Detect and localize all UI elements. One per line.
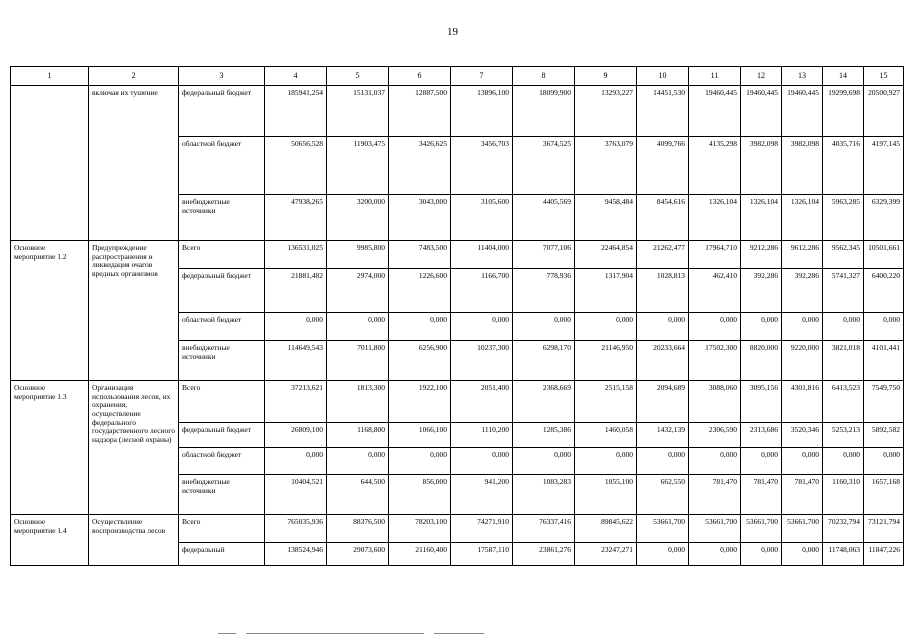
table-row — [11, 241, 904, 269]
value-cell: 20233,664 — [637, 341, 689, 381]
value-cell: 7483,500 — [389, 241, 451, 269]
value-cell: 0,000 — [741, 448, 782, 475]
value-cell: 53661,700 — [689, 515, 741, 543]
value-cell: 53661,700 — [637, 515, 689, 543]
value-cell: 0,000 — [389, 448, 451, 475]
value-cell: 781,470 — [782, 475, 823, 515]
value-cell: 13896,100 — [451, 86, 513, 137]
funding-source-cell: федеральный бюджет — [179, 269, 265, 313]
value-cell: 2313,686 — [741, 423, 782, 448]
funding-source-cell: внебюджетные источники — [179, 341, 265, 381]
value-cell: 644,500 — [327, 475, 389, 515]
value-cell: 11404,000 — [451, 241, 513, 269]
value-cell: 15131,037 — [327, 86, 389, 137]
value-cell: 5892,582 — [864, 423, 904, 448]
value-cell: 78203,100 — [389, 515, 451, 543]
value-cell: 0,000 — [741, 313, 782, 341]
value-cell: 1285,386 — [513, 423, 575, 448]
value-cell: 9458,484 — [575, 195, 637, 241]
value-cell: 2094,689 — [637, 381, 689, 423]
table-row — [11, 515, 904, 543]
value-cell: 37213,621 — [265, 381, 327, 423]
value-cell: 8820,000 — [741, 341, 782, 381]
value-cell: 20500,927 — [864, 86, 904, 137]
value-cell: 1813,300 — [327, 381, 389, 423]
column-header: 7 — [451, 67, 513, 86]
value-cell: 392,286 — [741, 269, 782, 313]
value-cell: 3095,156 — [741, 381, 782, 423]
value-cell: 185941,254 — [265, 86, 327, 137]
value-cell: 17587,110 — [451, 543, 513, 566]
funding-source-cell: Всего — [179, 381, 265, 423]
column-header: 13 — [782, 67, 823, 86]
value-cell: 4135,298 — [689, 137, 741, 195]
value-cell: 76337,416 — [513, 515, 575, 543]
funding-source-cell: областной бюджет — [179, 137, 265, 195]
value-cell: 21262,477 — [637, 241, 689, 269]
value-cell: 0,000 — [451, 313, 513, 341]
value-cell: 0,000 — [389, 313, 451, 341]
value-cell: 5741,327 — [823, 269, 864, 313]
value-cell: 19460,445 — [782, 86, 823, 137]
funding-source-cell: федеральный бюджет — [179, 423, 265, 448]
value-cell: 3200,000 — [327, 195, 389, 241]
value-cell: 781,470 — [741, 475, 782, 515]
activity-cell — [11, 86, 89, 241]
value-cell: 2051,400 — [451, 381, 513, 423]
value-cell: 138524,946 — [265, 543, 327, 566]
value-cell: 8454,616 — [637, 195, 689, 241]
value-cell: 9220,000 — [782, 341, 823, 381]
footer-rule — [434, 633, 484, 634]
value-cell: 0,000 — [637, 448, 689, 475]
value-cell: 5253,213 — [823, 423, 864, 448]
column-header: 12 — [741, 67, 782, 86]
value-cell: 941,200 — [451, 475, 513, 515]
value-cell: 11847,226 — [864, 543, 904, 566]
value-cell: 3982,098 — [741, 137, 782, 195]
value-cell: 1317,904 — [575, 269, 637, 313]
value-cell: 1460,058 — [575, 423, 637, 448]
activity-cell: Основное мероприятие 1.4 — [11, 515, 89, 566]
column-header: 6 — [389, 67, 451, 86]
funding-source-cell: областной бюджет — [179, 313, 265, 341]
value-cell: 89845,622 — [575, 515, 637, 543]
value-cell: 1226,600 — [389, 269, 451, 313]
activity-cell: Основное мероприятие 1.2 — [11, 241, 89, 381]
value-cell: 23247,271 — [575, 543, 637, 566]
value-cell: 1055,100 — [575, 475, 637, 515]
value-cell: 10237,300 — [451, 341, 513, 381]
value-cell: 2974,000 — [327, 269, 389, 313]
description-cell: Предупреждение распространения и ликвидация очагов вредных организмов — [89, 241, 179, 381]
value-cell: 1066,100 — [389, 423, 451, 448]
value-cell: 0,000 — [741, 543, 782, 566]
value-cell: 0,000 — [823, 313, 864, 341]
value-cell: 3520,346 — [782, 423, 823, 448]
value-cell: 136531,025 — [265, 241, 327, 269]
value-cell: 1922,100 — [389, 381, 451, 423]
value-cell: 1168,800 — [327, 423, 389, 448]
funding-source-cell: федеральный бюджет — [179, 86, 265, 137]
value-cell: 6329,399 — [864, 195, 904, 241]
value-cell: 781,470 — [689, 475, 741, 515]
value-cell: 0,000 — [782, 543, 823, 566]
value-cell: 47938,265 — [265, 195, 327, 241]
value-cell: 3821,018 — [823, 341, 864, 381]
value-cell: 0,000 — [265, 448, 327, 475]
value-cell: 29073,600 — [327, 543, 389, 566]
value-cell: 1110,200 — [451, 423, 513, 448]
value-cell: 4101,441 — [864, 341, 904, 381]
value-cell: 9612,286 — [782, 241, 823, 269]
value-cell: 778,936 — [513, 269, 575, 313]
value-cell: 19460,445 — [689, 86, 741, 137]
value-cell: 2306,590 — [689, 423, 741, 448]
value-cell: 1166,700 — [451, 269, 513, 313]
value-cell: 7549,750 — [864, 381, 904, 423]
value-cell: 12887,500 — [389, 86, 451, 137]
value-cell: 3426,625 — [389, 137, 451, 195]
value-cell: 10501,661 — [864, 241, 904, 269]
value-cell: 74271,910 — [451, 515, 513, 543]
value-cell: 0,000 — [575, 313, 637, 341]
value-cell: 6256,900 — [389, 341, 451, 381]
value-cell: 11903,475 — [327, 137, 389, 195]
value-cell: 1083,283 — [513, 475, 575, 515]
value-cell: 0,000 — [689, 448, 741, 475]
value-cell: 9212,286 — [741, 241, 782, 269]
value-cell: 0,000 — [327, 313, 389, 341]
column-header: 4 — [265, 67, 327, 86]
value-cell: 1028,813 — [637, 269, 689, 313]
value-cell: 11748,063 — [823, 543, 864, 566]
value-cell: 0,000 — [782, 448, 823, 475]
value-cell: 6413,523 — [823, 381, 864, 423]
description-cell: включая их тушение — [89, 86, 179, 241]
description-cell: Организация использования лесов, их охранения, осуществление федерального государственного лесного надзора (лесной охраны) — [89, 381, 179, 515]
column-header: 8 — [513, 67, 575, 86]
value-cell: 1432,139 — [637, 423, 689, 448]
value-cell: 7077,106 — [513, 241, 575, 269]
value-cell: 9562,345 — [823, 241, 864, 269]
value-cell: 18099,900 — [513, 86, 575, 137]
value-cell: 50656,528 — [265, 137, 327, 195]
value-cell: 0,000 — [637, 313, 689, 341]
value-cell: 17964,710 — [689, 241, 741, 269]
value-cell: 23861,276 — [513, 543, 575, 566]
value-cell: 70232,794 — [823, 515, 864, 543]
value-cell: 0,000 — [265, 313, 327, 341]
value-cell: 2368,669 — [513, 381, 575, 423]
value-cell: 73121,794 — [864, 515, 904, 543]
funding-source-cell: внебюджетные источники — [179, 195, 265, 241]
value-cell: 21146,950 — [575, 341, 637, 381]
value-cell: 3763,079 — [575, 137, 637, 195]
table-row — [11, 381, 904, 423]
funding-source-cell: внебюджетные источники — [179, 475, 265, 515]
value-cell: 2515,158 — [575, 381, 637, 423]
value-cell: 0,000 — [637, 543, 689, 566]
column-header: 15 — [864, 67, 904, 86]
value-cell: 7011,800 — [327, 341, 389, 381]
value-cell: 3105,600 — [451, 195, 513, 241]
description-cell: Осуществление воспроизводства лесов — [89, 515, 179, 566]
value-cell: 392,286 — [782, 269, 823, 313]
column-header: 9 — [575, 67, 637, 86]
value-cell: 3674,525 — [513, 137, 575, 195]
value-cell: 4099,766 — [637, 137, 689, 195]
footer-rule — [218, 633, 236, 634]
value-cell: 0,000 — [864, 313, 904, 341]
value-cell: 53661,700 — [741, 515, 782, 543]
value-cell: 662,550 — [637, 475, 689, 515]
value-cell: 856,000 — [389, 475, 451, 515]
value-cell: 0,000 — [782, 313, 823, 341]
value-cell: 19299,698 — [823, 86, 864, 137]
value-cell: 4405,569 — [513, 195, 575, 241]
value-cell: 3043,000 — [389, 195, 451, 241]
value-cell: 1326,104 — [782, 195, 823, 241]
value-cell: 0,000 — [327, 448, 389, 475]
value-cell: 0,000 — [864, 448, 904, 475]
column-header: 2 — [89, 67, 179, 86]
value-cell: 21160,400 — [389, 543, 451, 566]
column-header: 3 — [179, 67, 265, 86]
value-cell: 9985,800 — [327, 241, 389, 269]
funding-source-cell: федеральный — [179, 543, 265, 566]
value-cell: 19460,445 — [741, 86, 782, 137]
value-cell: 1326,104 — [689, 195, 741, 241]
value-cell: 4035,716 — [823, 137, 864, 195]
value-cell: 0,000 — [689, 313, 741, 341]
value-cell: 114649,543 — [265, 341, 327, 381]
value-cell: 5963,285 — [823, 195, 864, 241]
column-header: 14 — [823, 67, 864, 86]
column-header: 10 — [637, 67, 689, 86]
value-cell: 1326,104 — [741, 195, 782, 241]
footer-rule — [246, 633, 424, 634]
value-cell: 3088,060 — [689, 381, 741, 423]
value-cell: 22464,854 — [575, 241, 637, 269]
value-cell: 0,000 — [689, 543, 741, 566]
value-cell: 53661,700 — [782, 515, 823, 543]
value-cell: 0,000 — [823, 448, 864, 475]
column-header: 5 — [327, 67, 389, 86]
value-cell: 13293,227 — [575, 86, 637, 137]
value-cell: 21881,482 — [265, 269, 327, 313]
value-cell: 3456,703 — [451, 137, 513, 195]
column-header: 11 — [689, 67, 741, 86]
value-cell: 4301,816 — [782, 381, 823, 423]
header-row — [11, 67, 904, 86]
value-cell: 17502,300 — [689, 341, 741, 381]
value-cell: 26809,100 — [265, 423, 327, 448]
value-cell: 6298,170 — [513, 341, 575, 381]
value-cell: 462,410 — [689, 269, 741, 313]
value-cell: 0,000 — [451, 448, 513, 475]
page-number: 19 — [447, 26, 458, 38]
budget-table — [10, 66, 904, 566]
value-cell: 1160,310 — [823, 475, 864, 515]
column-header: 1 — [11, 67, 89, 86]
value-cell: 14451,530 — [637, 86, 689, 137]
value-cell: 10404,521 — [265, 475, 327, 515]
table-row — [11, 86, 904, 137]
funding-source-cell: областной бюджет — [179, 448, 265, 475]
value-cell: 0,000 — [575, 448, 637, 475]
value-cell: 1657,168 — [864, 475, 904, 515]
funding-source-cell: Всего — [179, 241, 265, 269]
value-cell: 0,000 — [513, 448, 575, 475]
value-cell: 6400,220 — [864, 269, 904, 313]
value-cell: 4197,145 — [864, 137, 904, 195]
value-cell: 0,000 — [513, 313, 575, 341]
value-cell: 3982,098 — [782, 137, 823, 195]
activity-cell: Основное мероприятие 1.3 — [11, 381, 89, 515]
value-cell: 88376,500 — [327, 515, 389, 543]
value-cell: 765035,936 — [265, 515, 327, 543]
funding-source-cell: Всего — [179, 515, 265, 543]
